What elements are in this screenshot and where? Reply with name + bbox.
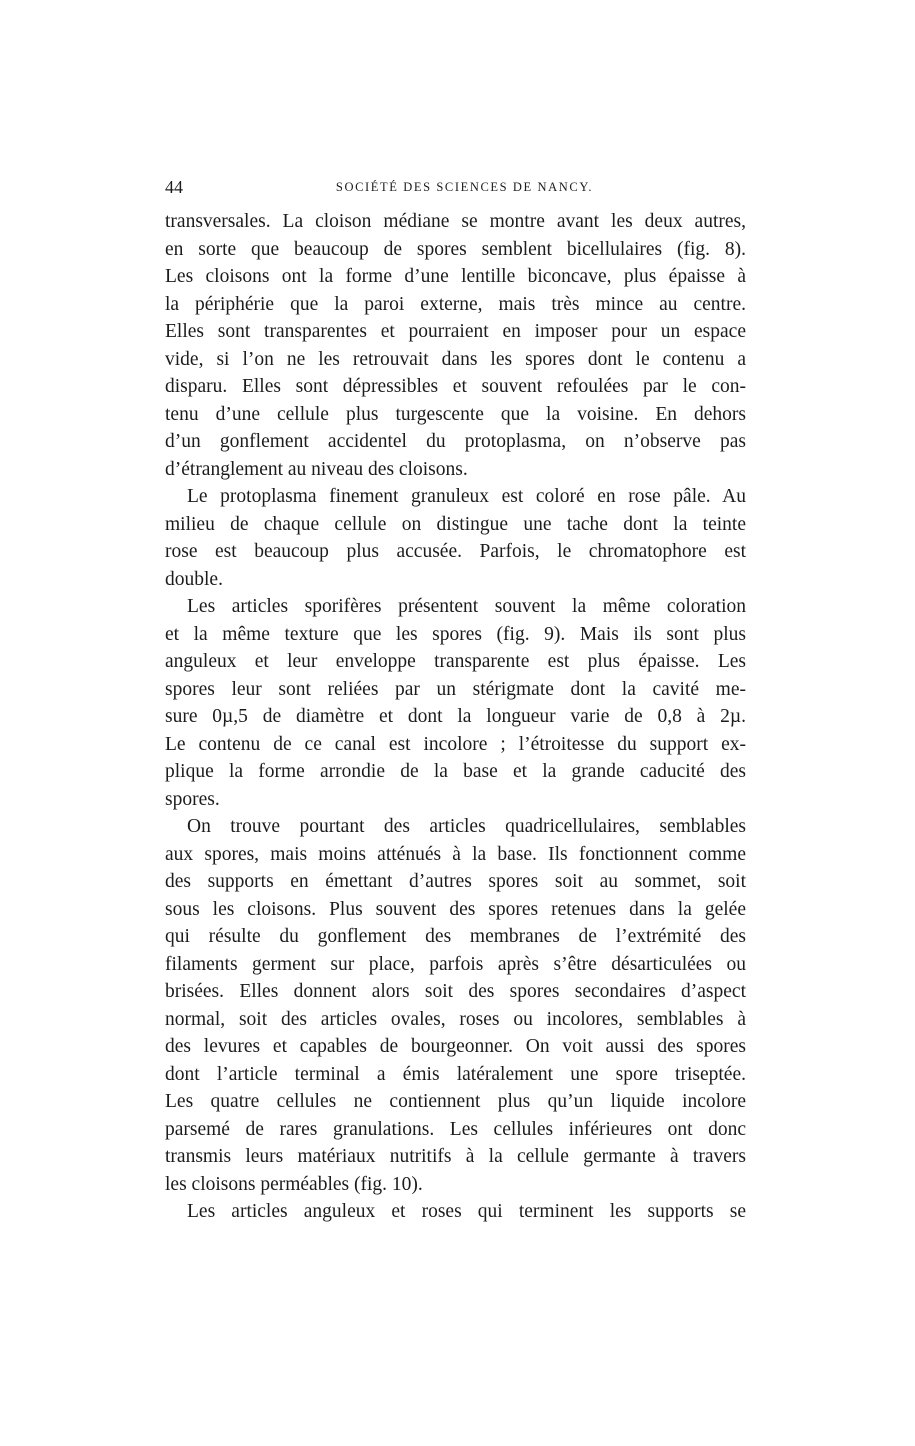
text-line: disparu. Elles sont dépressibles et souvent refoulées par le con- [165, 376, 746, 397]
text-line: spores leur sont reliées par un stérigmate dont la cavité me- [165, 678, 746, 700]
text-line: dont l’article terminal a émis latéralement une spore triseptée. [165, 1063, 746, 1085]
text-line: en sorte que beaucoup de spores semblent bicellulaires (fig. 8). [165, 238, 746, 260]
text-line: la périphérie que la paroi externe, mais très mince au centre. [165, 293, 746, 315]
text-line: des levures et capables de bourgeonner. On voit aussi des spores [165, 1036, 746, 1057]
page-number: 44 [165, 177, 183, 197]
text-line: d’un gonflement accidentel du protoplasma, on n’observe pas [165, 431, 746, 452]
running-title: SOCIÉTÉ DES SCIENCES DE NANCY. [335, 180, 594, 194]
text-line: et la même texture que les spores (fig. 9). Mais ils sont plus [165, 623, 746, 645]
text-line: des supports en émettant d’autres spores soit au sommet, soit [165, 871, 746, 892]
text-line: parsemé de rares granulations. Les cellules inférieures ont donc [165, 1118, 746, 1140]
text-line: Elles sont transparentes et pourraient en imposer pour un espace [165, 321, 746, 342]
text-line: Le contenu de ce canal est incolore ; l’étroitesse du support ex- [165, 733, 746, 755]
text-line: tenu d’une cellule plus turgescente que la voisine. En dehors [165, 403, 746, 425]
paragraph-first-line: Les articles anguleux et roses qui terminent les supports se [187, 1201, 746, 1222]
text-line: rose est beaucoup plus accusée. Parfois, le chromatophore est [165, 541, 746, 562]
text-line: sure 0µ,5 de diamètre et dont la longueur varie de 0,8 à 2µ. [165, 706, 746, 727]
text-line: vide, si l’on ne les retrouvait dans les spores dont le contenu a [165, 348, 746, 370]
text-line: aux spores, mais moins atténués à la base. Ils fonctionnent comme [165, 843, 746, 865]
paragraph-end-line: les cloisons perméables (fig. 10). [165, 1173, 423, 1195]
paragraph-end-line: d’étranglement au niveau des cloisons. [165, 458, 468, 480]
text-line: Les quatre cellules ne contiennent plus qu’un liquide incolore [165, 1091, 746, 1112]
text-line: normal, soit des articles ovales, roses ou incolores, semblables à [165, 1008, 746, 1030]
text-line: plique la forme arrondie de la base et la grande caducité des [165, 761, 746, 782]
text-line: milieu de chaque cellule on distingue une tache dont la teinte [165, 513, 746, 535]
text-line: sous les cloisons. Plus souvent des spores retenues dans la gelée [165, 898, 746, 920]
text-line: Les cloisons ont la forme d’une lentille biconcave, plus épaisse à [165, 266, 746, 287]
paragraph-first-line: On trouve pourtant des articles quadricellulaires, semblables [187, 816, 746, 837]
body-text [165, 208, 746, 1226]
text-line: brisées. Elles donnent alors soit des spores secondaires d’aspect [165, 981, 746, 1002]
paragraph-end-line: double. [165, 568, 223, 590]
paragraph-first-line: Le protoplasma finement granuleux est coloré en rose pâle. Au [187, 486, 746, 507]
text-line: transversales. La cloison médiane se montre avant les deux autres, [165, 211, 746, 232]
paragraph-first-line: Les articles sporifères présentent souvent la même coloration [187, 596, 746, 617]
paragraph-end-line: spores. [165, 788, 220, 810]
running-head [165, 176, 746, 198]
text-line: anguleux et leur enveloppe transparente est plus épaisse. Les [165, 651, 746, 672]
text-line: transmis leurs matériaux nutritifs à la cellule germante à travers [165, 1146, 746, 1167]
text-line: filaments germent sur place, parfois après s’être désarticulées ou [165, 953, 746, 975]
text-line: qui résulte du gonflement des membranes de l’extrémité des [165, 926, 746, 947]
